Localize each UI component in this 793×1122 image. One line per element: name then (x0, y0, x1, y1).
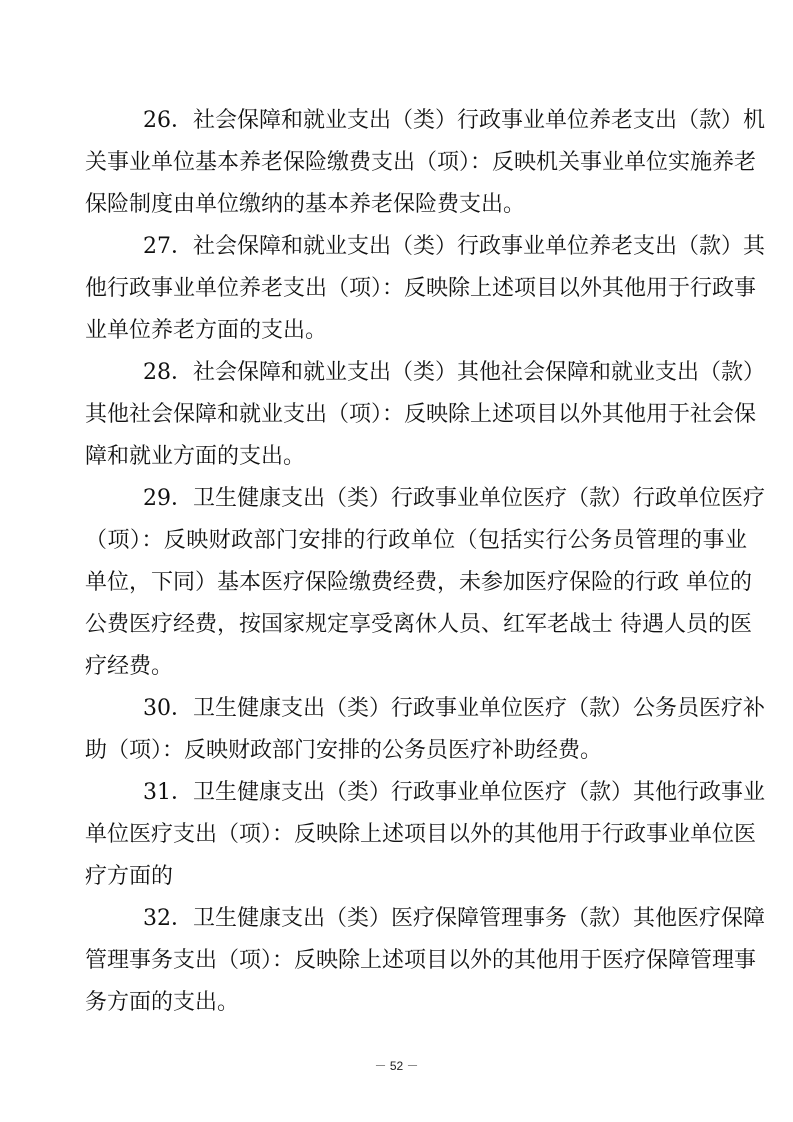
paragraph-line: 关事业单位基本养老保险缴费支出（项）：反映机关事业单位实施养老 (85, 150, 757, 175)
paragraph-line: 助（项）：反映财政部门安排的公务员医疗补助经费。 (85, 738, 603, 763)
paragraph-item-26 (85, 100, 765, 226)
paragraph-line: 务方面的支出。 (85, 990, 240, 1015)
document-body (85, 100, 765, 1024)
paragraph-line: 其他社会保障和就业支出（项）：反映除上述项目以外其他用于社会保 (85, 402, 757, 427)
paragraph-line: 27．社会保障和就业支出（类）行政事业单位养老支出（款）其 (143, 234, 765, 259)
paragraph-item-30 (85, 688, 765, 772)
paragraph-line: 29．卫生健康支出（类）行政事业单位医疗（款）行政单位医疗 (143, 486, 765, 511)
paragraph-line: 疗经费。 (85, 654, 174, 679)
paragraph-line: 单位，下同）基本医疗保险缴费经费，未参加医疗保险的行政 单位的 (85, 570, 752, 595)
paragraph-line: 26．社会保障和就业支出（类）行政事业单位养老支出（款）机 (143, 108, 765, 133)
paragraph-line: 31．卫生健康支出（类）行政事业单位医疗（款）其他行政事业 (143, 780, 765, 805)
paragraph-item-31 (85, 772, 765, 898)
paragraph-line: 单位医疗支出（项）：反映除上述项目以外的其他用于行政事业单位医 (85, 822, 757, 847)
paragraph-line: 32．卫生健康支出（类）医疗保障管理事务（款）其他医疗保障 (143, 906, 765, 931)
paragraph-line: 公费医疗经费，按国家规定享受离休人员、红军老战士 待遇人员的医 (85, 612, 752, 637)
paragraph-line: 保险制度由单位缴纳的基本养老保险费支出。 (85, 192, 526, 217)
paragraph-item-32 (85, 898, 765, 1024)
paragraph-line: 业单位养老方面的支出。 (85, 318, 328, 343)
paragraph-item-27 (85, 226, 765, 352)
paragraph-line: 30．卫生健康支出（类）行政事业单位医疗（款）公务员医疗补 (143, 696, 765, 721)
paragraph-item-28 (85, 352, 765, 478)
paragraph-line: 他行政事业单位养老支出（项）：反映除上述项目以外其他用于行政事 (85, 276, 757, 301)
page-number: － 52 － (374, 1059, 419, 1073)
paragraph-line: 28．社会保障和就业支出（类）其他社会保障和就业支出（款） (143, 360, 765, 385)
paragraph-line: （项）：反映财政部门安排的行政单位（包括实行公务员管理的事业 (85, 528, 747, 553)
paragraph-item-29 (85, 478, 765, 688)
paragraph-line: 管理事务支出（项）：反映除上述项目以外的其他用于医疗保障管理事 (85, 948, 757, 973)
paragraph-line: 障和就业方面的支出。 (85, 444, 306, 469)
paragraph-line: 疗方面的 (85, 864, 174, 889)
